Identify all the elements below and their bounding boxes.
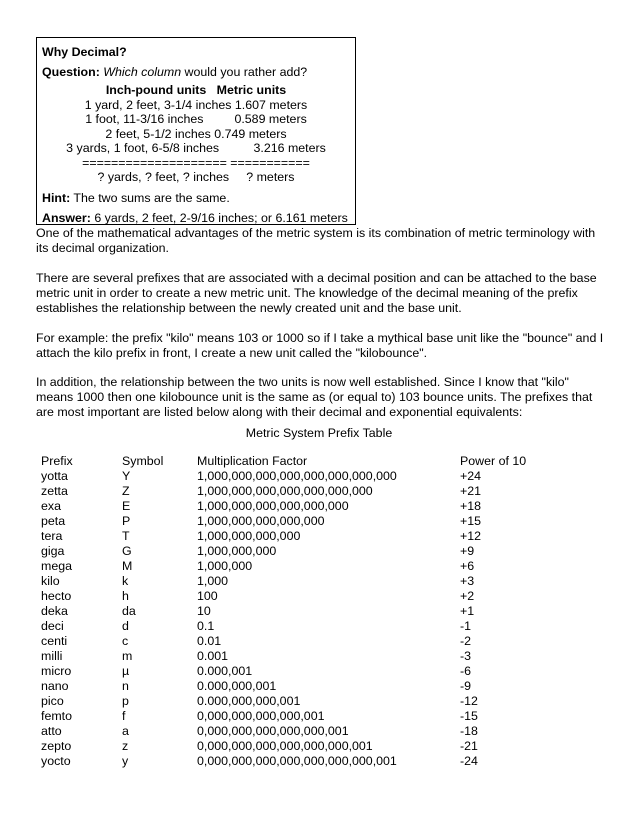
cell-symbol: T <box>122 529 130 543</box>
cell-power: -2 <box>460 634 472 648</box>
cell-power: -3 <box>460 649 472 663</box>
cell-prefix: centi <box>41 634 68 648</box>
cell-factor: 0,000,000,000,000,000,001 <box>197 724 349 738</box>
sum-line: 1 foot, 11-3/16 inches 0.589 meters <box>85 112 307 126</box>
cell-factor: 0.01 <box>197 634 222 648</box>
cell-prefix: deci <box>41 619 64 633</box>
cell-prefix: zepto <box>41 739 72 753</box>
table-row <box>36 514 580 529</box>
cell-symbol: Y <box>122 469 131 483</box>
cell-power: +2 <box>460 589 475 603</box>
cell-factor: 0.1 <box>197 619 215 633</box>
cell-power: +9 <box>460 544 475 558</box>
cell-factor: 0.000,000,000,001 <box>197 694 301 708</box>
cell-factor: 0,000,000,000,000,000,000,001 <box>197 739 373 753</box>
cell-factor: 1,000,000,000,000,000,000,000 <box>197 484 373 498</box>
cell-symbol: da <box>122 604 136 618</box>
header-power: Power of 10 <box>460 454 527 468</box>
cell-power: +24 <box>460 469 482 483</box>
cell-prefix: atto <box>41 724 62 738</box>
cell-factor: 1,000,000,000,000,000,000,000,000 <box>197 469 397 483</box>
table-row <box>36 664 580 679</box>
cell-prefix: exa <box>41 499 61 513</box>
cell-prefix: deka <box>41 604 68 618</box>
cell-power: -1 <box>460 619 472 633</box>
cell-factor: 0,000,000,000,000,000,000,000,001 <box>197 754 397 768</box>
cell-prefix: tera <box>41 529 63 543</box>
table-title: Metric System Prefix Table <box>245 426 393 440</box>
question-label: Question: <box>42 65 100 79</box>
cell-symbol: P <box>122 514 131 528</box>
table-row <box>36 574 580 589</box>
sum-result-line: ? yards, ? feet, ? inches ? meters <box>97 170 295 184</box>
cell-prefix: yocto <box>41 754 71 768</box>
sum-line: 2 feet, 5-1/2 inches 0.749 meters <box>105 126 287 141</box>
cell-power: +18 <box>460 499 482 513</box>
cell-factor: 1,000,000,000 <box>197 544 277 558</box>
cell-prefix: milli <box>41 649 63 663</box>
cell-prefix: yotta <box>41 469 68 483</box>
cell-power: +1 <box>460 604 475 618</box>
header-symbol: Symbol <box>122 454 164 468</box>
table-row <box>36 604 580 619</box>
table-row <box>36 469 580 484</box>
cell-factor: 1,000,000,000,000 <box>197 529 301 543</box>
hint-line <box>42 188 350 208</box>
units-header <box>42 83 350 98</box>
table-row <box>36 739 580 754</box>
cell-factor: 0.000,000,001 <box>197 679 277 693</box>
cell-power: -15 <box>460 709 478 723</box>
cell-symbol: M <box>122 559 133 573</box>
cell-power: +15 <box>460 514 482 528</box>
table-row <box>36 634 580 649</box>
cell-power: -21 <box>460 739 478 753</box>
hint-label: Hint: <box>42 190 71 205</box>
cell-symbol: Z <box>122 484 130 498</box>
cell-power: +3 <box>460 574 475 588</box>
paragraph: In addition, the relationship between the two units is now well established. Since I know that "kilo" means 1000 then one kilobounce unit is the same as (or equal to) 103 bounce units. The prefixes that are most important are listed below along with their decimal and exponential equivalents: <box>36 375 593 419</box>
cell-prefix: mega <box>41 559 72 573</box>
answer-label: Answer: <box>42 210 91 225</box>
cell-symbol: E <box>122 499 131 513</box>
answer-line <box>42 208 350 228</box>
cell-symbol: z <box>122 739 129 753</box>
cell-prefix: pico <box>41 694 64 708</box>
cell-prefix: hecto <box>41 589 72 603</box>
cell-power: -9 <box>460 679 472 693</box>
cell-factor: 1,000,000,000,000,000 <box>197 514 325 528</box>
table-row <box>36 709 580 724</box>
table-header-row <box>36 454 580 469</box>
table-row <box>36 679 580 694</box>
cell-symbol: p <box>122 694 129 708</box>
header-factor: Multiplication Factor <box>197 454 308 468</box>
prefix-table <box>36 454 580 769</box>
cell-power: +21 <box>460 484 482 498</box>
cell-factor: 0.000,001 <box>197 664 253 678</box>
question-italic: Which column <box>103 65 182 79</box>
cell-prefix: micro <box>41 664 72 678</box>
cell-symbol: a <box>122 724 129 738</box>
cell-power: -24 <box>460 754 478 768</box>
sum-divider: ==================== =========== <box>82 155 310 170</box>
box-title: Why Decimal? <box>42 45 127 59</box>
table-row <box>36 619 580 634</box>
cell-symbol: y <box>122 754 129 768</box>
cell-factor: 0.001 <box>197 649 229 663</box>
cell-power: +6 <box>460 559 475 573</box>
cell-prefix: peta <box>41 514 66 528</box>
why-decimal-box <box>36 37 356 225</box>
table-row <box>36 499 580 514</box>
cell-symbol: µ <box>122 664 130 678</box>
question-line <box>42 62 350 82</box>
cell-power: -18 <box>460 724 478 738</box>
header-metric: Metric units <box>216 83 287 97</box>
cell-prefix: nano <box>41 679 69 693</box>
cell-power: -12 <box>460 694 478 708</box>
cell-power: +12 <box>460 529 482 543</box>
cell-symbol: h <box>122 589 129 603</box>
cell-factor: 1,000,000,000,000,000,000 <box>197 499 349 513</box>
table-row <box>36 724 580 739</box>
table-row <box>36 559 580 574</box>
cell-factor: 1,000 <box>197 574 229 588</box>
cell-factor: 10 <box>197 604 211 618</box>
cell-power: -6 <box>460 664 472 678</box>
table-row <box>36 529 580 544</box>
cell-factor: 1,000,000 <box>197 559 253 573</box>
table-row <box>36 754 580 769</box>
cell-symbol: m <box>122 649 133 663</box>
cell-prefix: giga <box>41 544 65 558</box>
cell-symbol: k <box>122 574 129 588</box>
table-row <box>36 484 580 499</box>
cell-symbol: f <box>122 709 126 723</box>
cell-factor: 100 <box>197 589 218 603</box>
table-row <box>36 589 580 604</box>
cell-symbol: n <box>122 679 129 693</box>
answer-text: 6 yards, 2 feet, 2-9/16 inches; or 6.161 meters <box>90 210 348 225</box>
hint-text: The two sums are the same. <box>70 190 230 205</box>
cell-prefix: zetta <box>41 484 68 498</box>
table-row <box>36 544 580 559</box>
paragraph: One of the mathematical advantages of the metric system is its combination of metric terminology with its decimal organization. <box>36 226 596 255</box>
cell-symbol: G <box>122 544 132 558</box>
cell-prefix: femto <box>41 709 72 723</box>
table-row <box>36 649 580 664</box>
table-row <box>36 694 580 709</box>
cell-prefix: kilo <box>41 574 60 588</box>
sum-line: 3 yards, 1 foot, 6-5/8 inches 3.216 meters <box>66 141 326 155</box>
paragraph: There are several prefixes that are associated with a decimal position and can be attached to the base metric unit in order to create a new metric unit. The knowledge of the decimal meaning of the prefix establishes the relationship between the newly created unit and the base unit. <box>36 271 597 315</box>
paragraph: For example: the prefix "kilo" means 103 or 1000 so if I take a mythical base unit like the "bounce" and I attach the kilo prefix in front, I create a new unit called the "kilobounce". <box>36 331 604 360</box>
sum-line: 1 yard, 2 feet, 3-1/4 inches 1.607 meters <box>84 97 308 112</box>
cell-symbol: c <box>122 634 129 648</box>
cell-symbol: d <box>122 619 129 633</box>
header-inch-pound: Inch-pound units <box>105 83 207 97</box>
header-prefix: Prefix <box>41 454 73 468</box>
cell-factor: 0,000,000,000,000,001 <box>197 709 325 723</box>
question-rest: would you rather add? <box>181 65 308 79</box>
